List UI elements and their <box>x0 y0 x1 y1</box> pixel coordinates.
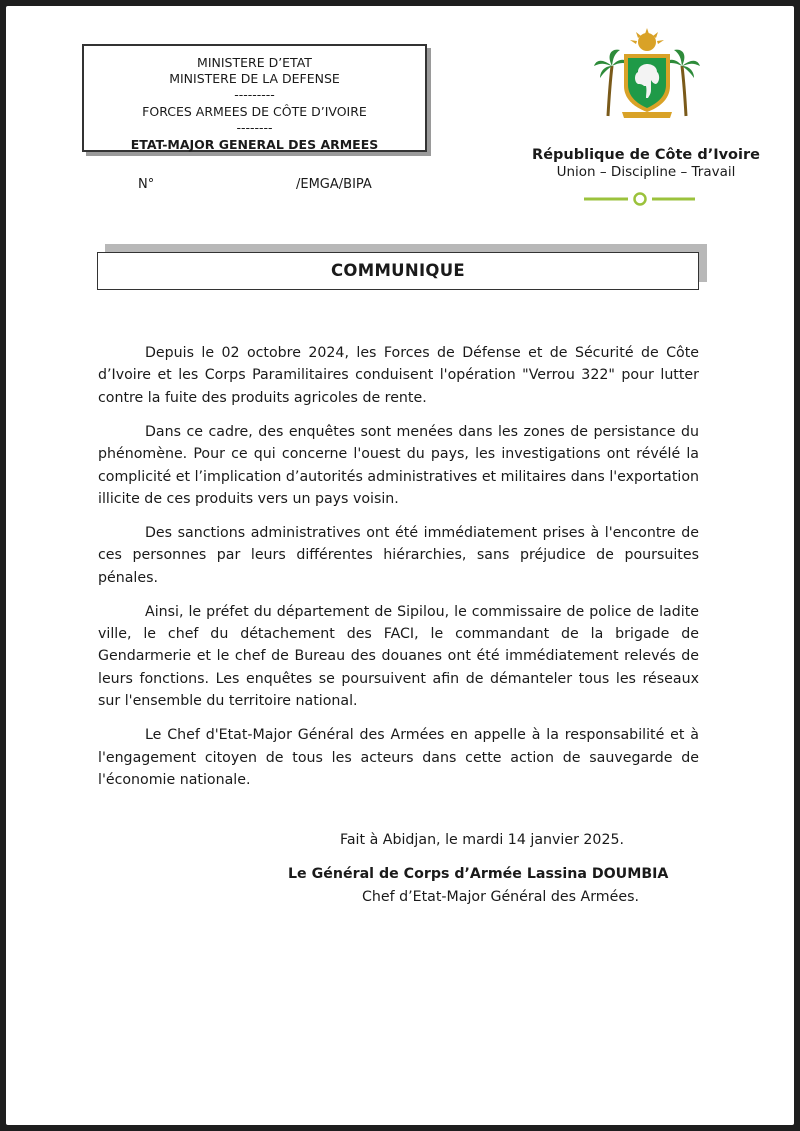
reference-number-label: N° <box>138 177 155 192</box>
paragraph-2: Dans ce cadre, des enquêtes sont menées dans les zones de persistance du phénomène. Pour ce qui concerne l'ouest du pays, les investigations ont révélé la complicité et l’implication d’autorités administratives et militaires dans l'exportation illicite de ces produits vers un pays voisin. <box>98 423 699 507</box>
paragraph-4: Ainsi, le préfet du département de Sipilou, le commissaire de police de ladite ville, le chef du détachement des FACI, le commandant de la brigade de Gendarmerie et le chef de Bureau des douanes ont été immédiatement relevés de leurs fonctions. Les enquêtes se poursuivent afin de démanteler tous les réseaux sur l'ensemble du territoire national. <box>98 603 699 710</box>
ministry-line-2: MINISTERE DE LA DEFENSE <box>169 71 340 87</box>
reference-code: /EMGA/BIPA <box>296 177 372 192</box>
ministry-line-1: MINISTERE D’ETAT <box>197 55 312 70</box>
signatory-name: Le Général de Corps d’Armée Lassina DOUMBIA <box>288 866 669 882</box>
communique-body <box>98 342 699 803</box>
republic-name: République de Côte d’Ivoire <box>532 147 760 163</box>
paragraph-3: Des sanctions administratives ont été immédiatement prises à l'encontre de ces personnes par leurs différentes hiérarchies, sans préjudice de poursuites pénales. <box>98 524 699 586</box>
paragraph-1: Depuis le 02 octobre 2024, les Forces de Défense et de Sécurité de Côte d’Ivoire et les Corps Paramilitaires conduisent l'opération "Verrou 322" pour lutter contre la fuite des produits agricoles de rente. <box>98 345 699 406</box>
document-page <box>6 6 794 1125</box>
cote-divoire-coat-of-arms-icon <box>594 28 700 120</box>
ministry-separator-2: -------- <box>236 119 273 135</box>
ornamental-divider <box>582 192 697 206</box>
republic-motto: Union – Discipline – Travail <box>556 164 736 180</box>
place-and-date: Fait à Abidjan, le mardi 14 janvier 2025. <box>340 832 625 848</box>
republic-block <box>506 146 786 181</box>
ministry-header-box <box>82 44 427 152</box>
staff-title: ETAT-MAJOR GENERAL DES ARMEES <box>130 137 379 153</box>
signatory-title: Chef d’Etat-Major Général des Armées. <box>362 889 639 905</box>
paragraph-5: Le Chef d'Etat-Major Général des Armées en appelle à la responsabilité et à l'engagement citoyen de tous les acteurs dans cette action de sauvegarde de l'économie nationale. <box>98 727 699 788</box>
ministry-separator-1: --------- <box>234 87 275 103</box>
communique-title: COMMUNIQUE <box>97 252 699 290</box>
ministry-line-3: FORCES ARMEES DE CÔTE D’IVOIRE <box>142 103 367 119</box>
